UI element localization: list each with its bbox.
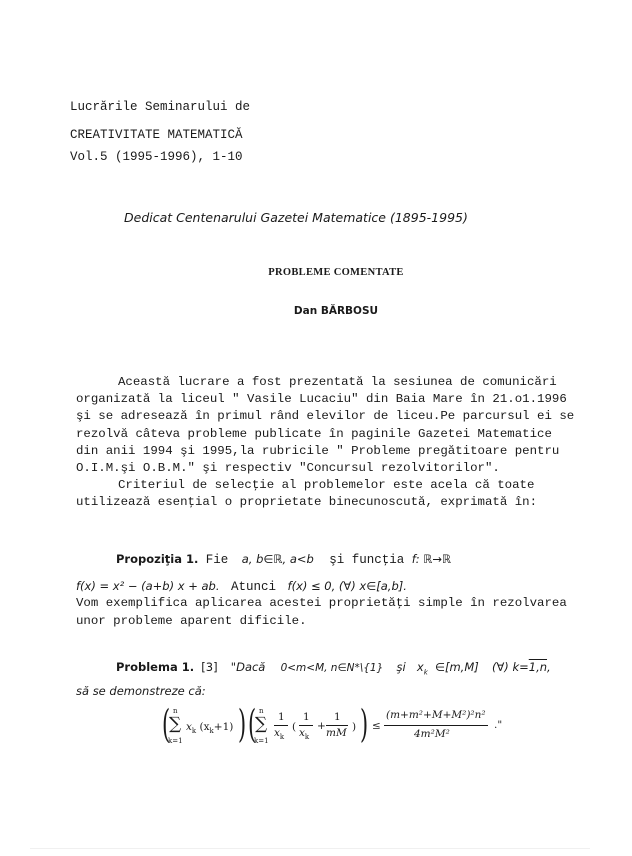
fraction-bar	[274, 725, 288, 726]
fraction-bar	[299, 725, 313, 726]
paren: )	[352, 721, 357, 733]
problem-block	[76, 660, 596, 698]
problem-condition: 0<m<M, n∈N*\{1}	[280, 662, 384, 674]
problem-variable: $x_k$	[416, 660, 428, 677]
abstract-line: Această lucrare a fost prezentată la sesiunea de comunicări	[118, 375, 557, 389]
proposition-word: Fie	[205, 553, 229, 567]
problem-text: să se demonstreze că:	[76, 684, 206, 699]
scan-edge	[30, 848, 590, 849]
journal-volume: Vol.5 (1995-1996), 1-10	[70, 150, 243, 164]
abstract-line: Criteriul de selecţie al problemelor este acela că toate	[118, 478, 535, 493]
abstract-paragraph	[76, 374, 575, 512]
sum-symbol: ∑	[169, 714, 182, 734]
formula-end: ."	[494, 719, 503, 731]
paper-title: PROBLEME COMENTATE	[268, 267, 404, 278]
proposition-statement	[76, 552, 576, 567]
journal-header	[70, 96, 250, 168]
fraction-bar	[326, 725, 348, 726]
abstract-line: utilizează esenţial o proprietate binecunoscută, exprimată în:	[76, 495, 538, 510]
journal-name: CREATIVITATE MATEMATICĂ	[70, 128, 243, 142]
sum-upper-limit: n	[173, 707, 178, 715]
abstract-line: O.I.M.şi O.B.M." şi respectiv "Concursul rezolvitorilor".	[76, 461, 500, 476]
problem-text: şi	[396, 660, 406, 674]
problem-reference: [3]	[201, 660, 218, 674]
fraction-denominator: $x_k$	[299, 727, 310, 742]
sum-symbol: ∑	[255, 714, 268, 734]
function-definition: f(x) = x² − (a+b) x + ab.	[76, 579, 220, 593]
proposition-block	[76, 552, 576, 630]
abstract-line: şi se adresează în primul rând elevilor de liceu.Pe parcursul ei se	[76, 409, 575, 424]
proposition-label: Propoziţia 1.	[116, 552, 199, 566]
proposition-word: şi funcţia	[329, 553, 405, 567]
inequality-formula	[162, 703, 542, 757]
sum-upper-limit: n	[259, 707, 264, 715]
proposition-condition: a, b∈ℝ, a<b	[241, 552, 314, 566]
right-paren: )	[238, 702, 247, 746]
abstract-line: rezolvă câteva probleme publicate în paginile Gazetei Matematice	[76, 426, 552, 441]
proposition-function: f: ℝ→ℝ	[411, 552, 452, 566]
paper-author: Dan BĂRBOSU	[293, 305, 379, 317]
fraction-numerator: 1	[334, 711, 341, 723]
sum-term: $x_k$ $(x_k+1)$	[186, 721, 234, 736]
fraction-denominator: $x_k$	[274, 727, 285, 742]
left-paren: (	[248, 702, 257, 746]
dedication: Dedicat Centenarului Gazetei Matematice (1895-1995)	[124, 210, 468, 225]
plus-sign: +	[317, 720, 326, 732]
sum-lower-limit: k=1	[254, 737, 269, 745]
problem-quantifier: (∀) k=1,n,	[491, 660, 551, 674]
fraction-numerator: 1	[303, 711, 310, 723]
abstract-line: organizată la liceul " Vasile Lucaciu" din Baia Mare în 21.o1.1996	[76, 392, 567, 407]
problem-interval: ∈[m,M]	[434, 660, 479, 674]
problem-text: "Dacă	[230, 660, 266, 674]
fraction-bar	[384, 725, 488, 726]
rhs-numerator: (m+m²+M+M²)²n²	[386, 709, 486, 721]
leq-sign: ≤	[372, 720, 381, 732]
right-paren: )	[360, 702, 369, 746]
sum-lower-limit: k=1	[168, 737, 183, 745]
problem-statement	[76, 660, 596, 676]
paren: (	[292, 721, 297, 733]
proposition-conclusion: f(x) ≤ 0, (∀) x∈[a,b].	[287, 579, 407, 593]
left-paren: (	[162, 702, 171, 746]
fraction-denominator: mM	[326, 727, 347, 739]
fraction-numerator: 1	[278, 711, 285, 723]
proposition-text: unor probleme aparent dificile.	[76, 614, 307, 628]
proposition-definition	[76, 579, 576, 594]
proposition-word: Atunci	[231, 580, 277, 594]
rhs-denominator: 4m²M²	[414, 728, 450, 740]
problem-label: Problema 1.	[116, 660, 195, 674]
proposition-text: Vom exemplifica aplicarea acestei proprietăţi simple în rezolvarea	[76, 596, 567, 610]
journal-series: Lucrările Seminarului de	[70, 100, 251, 114]
abstract-line: din anii 1994 şi 1995,la rubricile " Probleme pregătitoare pentru	[76, 443, 560, 458]
